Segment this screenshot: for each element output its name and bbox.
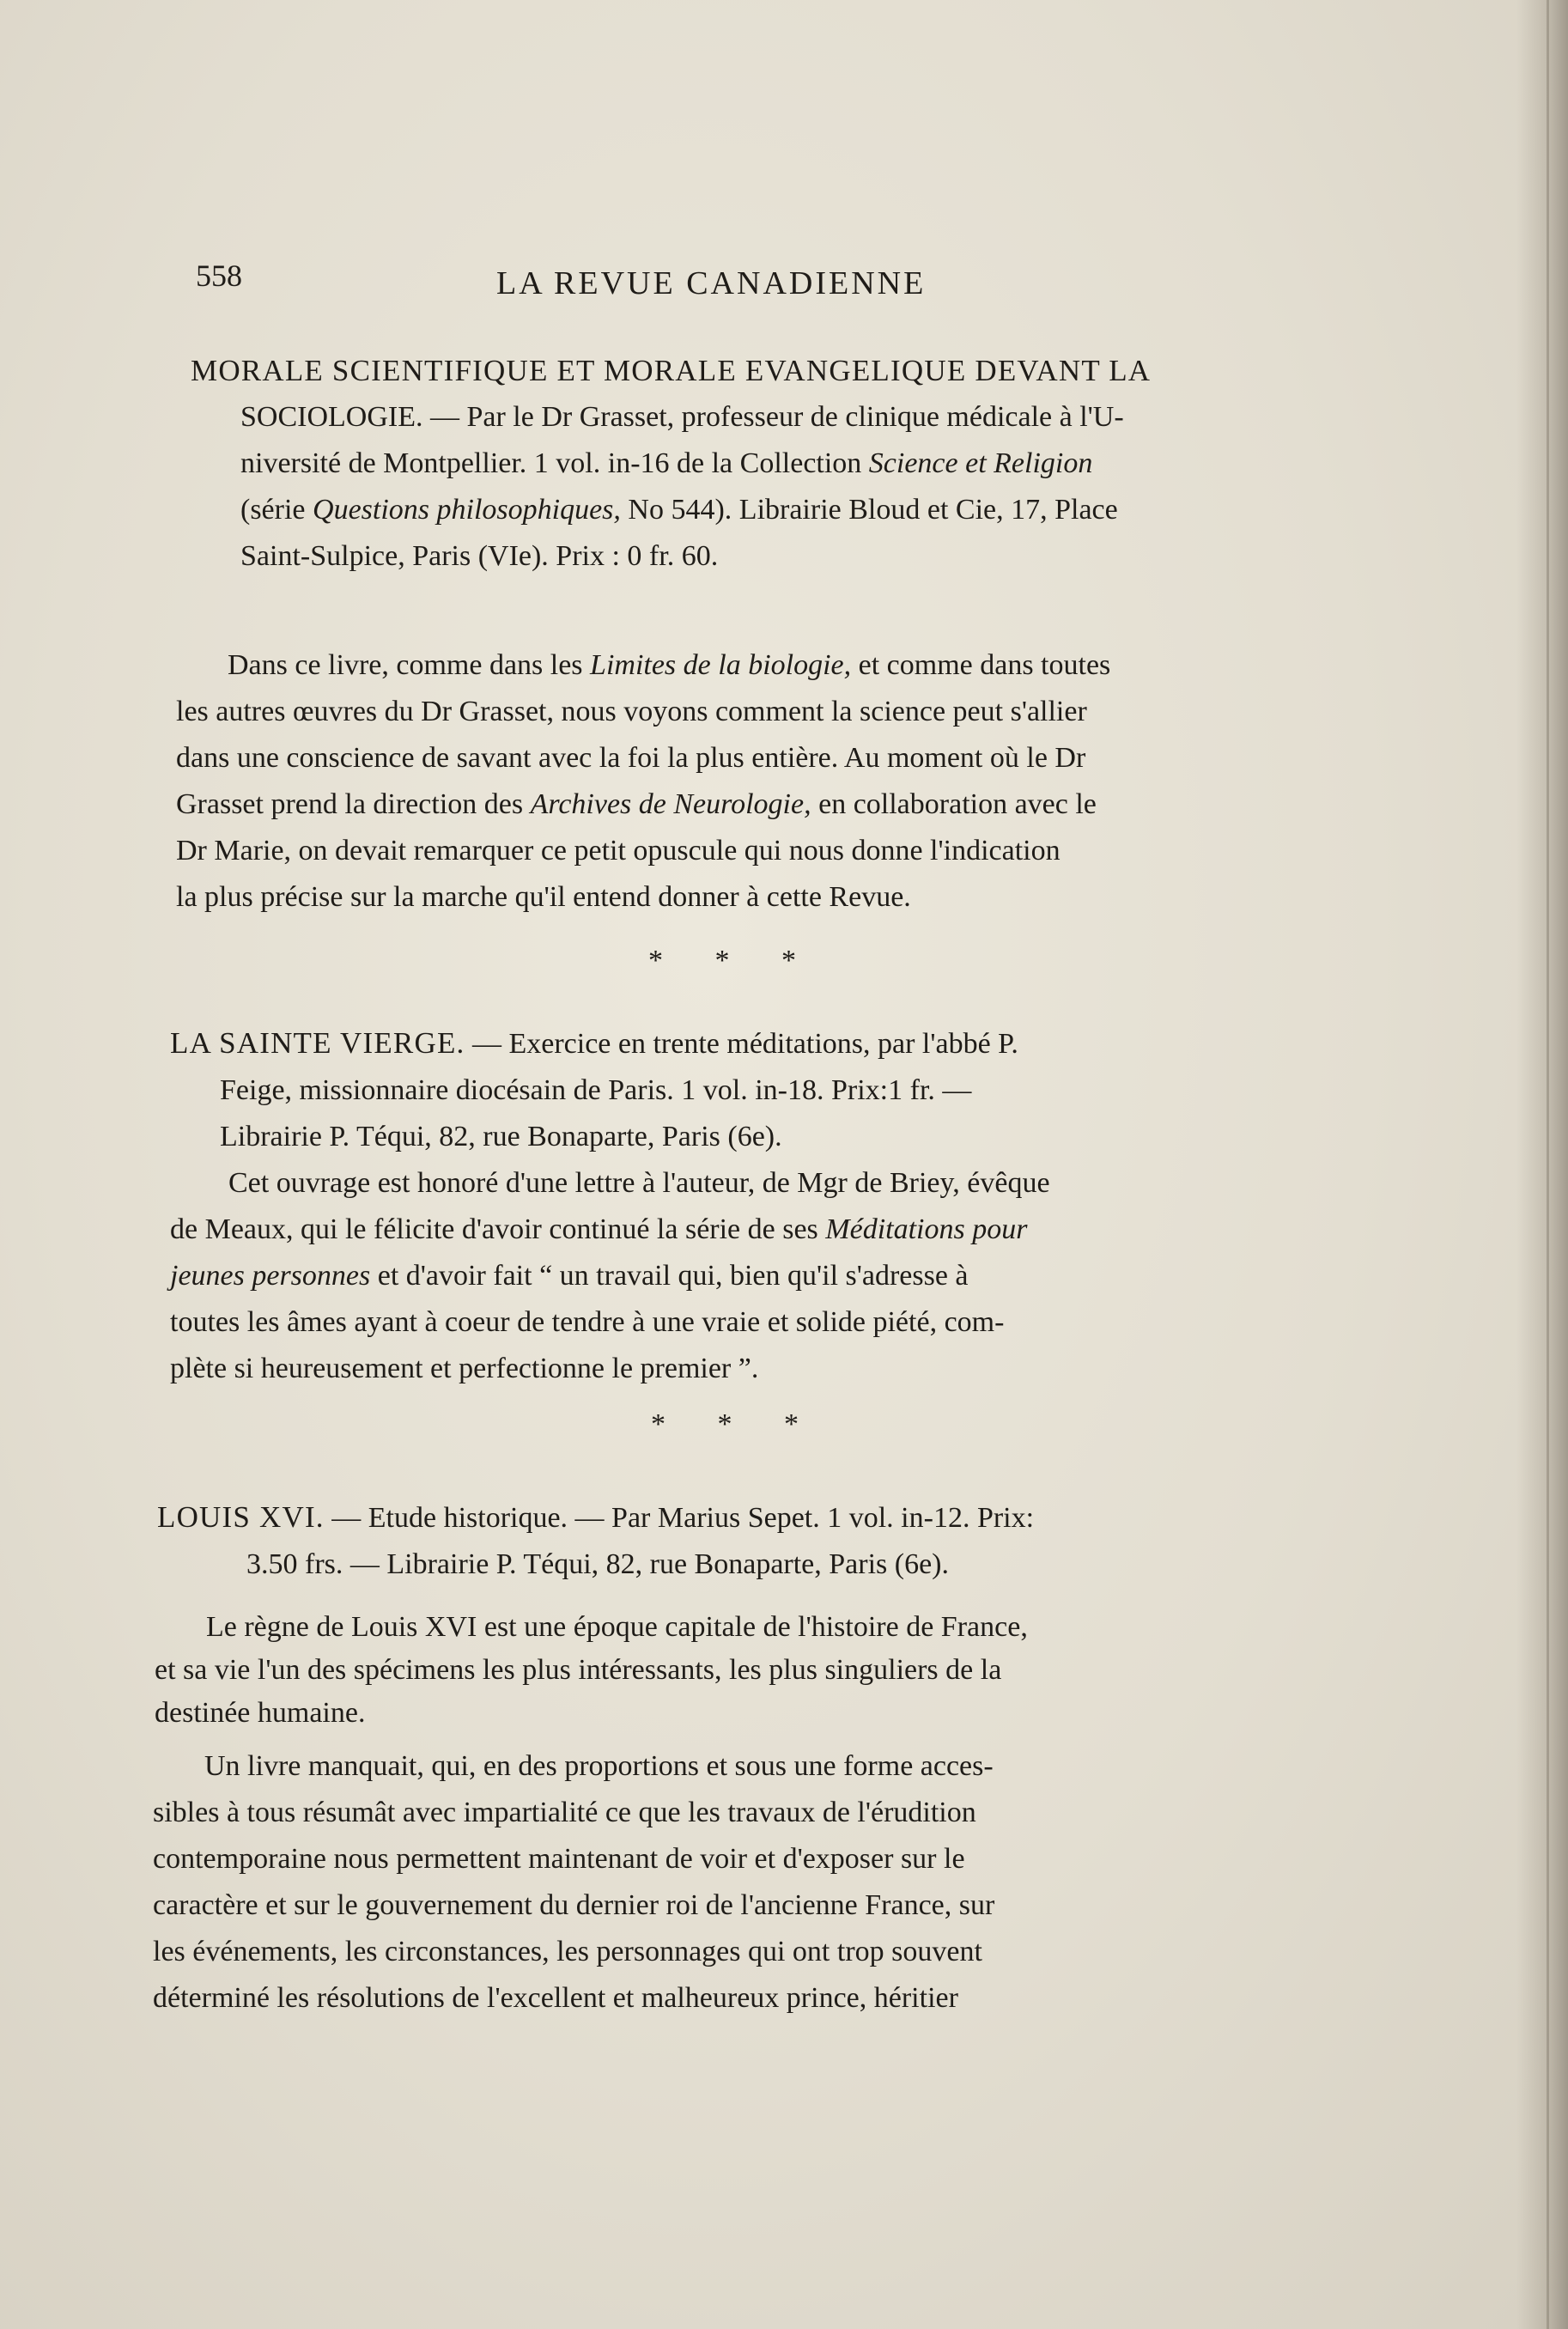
paragraph-line: Cet ouvrage est honoré d'une lettre à l'auteur, de Mgr de Briey, évêque [228, 1167, 1050, 1199]
paragraph-line: les autres œuvres du Dr Grasset, nous voyons comment la science peut s'allier [176, 696, 1087, 727]
citation-line: 3.50 frs. — Librairie P. Téqui, 82, rue Bonaparte, Paris (6e). [246, 1548, 950, 1580]
paragraph-regne [155, 1606, 1219, 1735]
section-separator: * * * [648, 945, 818, 976]
paragraph-line: les événements, les circonstances, les personnages qui ont trop souvent [153, 1936, 982, 1967]
citation-line: Saint-Sulpice, Paris (VIe). Prix : 0 fr. 60. [240, 540, 719, 572]
entry-morale-scientifique [191, 348, 1247, 580]
paragraph-line: jeunes personnes et d'avoir fait “ un travail qui, bien qu'il s'adresse à [170, 1260, 969, 1292]
citation-line: niversité de Montpellier. 1 vol. in-16 de la Collection Science et Religion [240, 447, 1093, 479]
entry-heading-line: LOUIS XVI. — Etude historique. — Par Marius Sepet. 1 vol. in-12. Prix: [157, 1500, 1035, 1534]
journal-title: LA REVUE CANADIENNE [496, 265, 927, 301]
collection-title: Science et Religion [868, 447, 1093, 479]
cited-title: jeunes personnes [170, 1260, 371, 1292]
section-separator: * * * [651, 1408, 821, 1440]
citation-line: SOCIOLOGIE. — Par le Dr Grasset, professeur de clinique médicale à l'U- [240, 401, 1124, 433]
paragraph-line: plète si heureusement et perfectionne le premier ”. [170, 1353, 759, 1384]
paragraph-line: caractère et sur le gouvernement du dernier roi de l'ancienne France, sur [153, 1889, 995, 1921]
paragraph-line: de Meaux, qui le félicite d'avoir continué la série de ses Méditations pour [170, 1213, 1028, 1245]
citation-line: Feige, missionnaire diocésain de Paris. 1 vol. in-18. Prix:1 fr. — [220, 1074, 972, 1106]
cited-title: Méditations pour [825, 1213, 1028, 1245]
entry-title: MORALE SCIENTIFIQUE ET MORALE EVANGELIQUE DEVANT LA [191, 354, 1152, 387]
series-title: Questions philosophiques, [313, 494, 621, 526]
paragraph-line: Dans ce livre, comme dans les Limites de la biologie, et comme dans toutes [228, 649, 1111, 681]
paragraph-line: sibles à tous résumât avec impartialité ce que les travaux de l'érudition [153, 1797, 976, 1828]
page-number: 558 [196, 258, 242, 293]
paragraph-line: Le règne de Louis XVI est une époque capitale de l'histoire de France, [206, 1611, 1028, 1643]
entry-title: LA SAINTE VIERGE. [170, 1026, 465, 1060]
entry-louis-xvi [157, 1494, 1222, 1588]
paragraph-line: la plus précise sur la marche qu'il entend donner à cette Revue. [176, 881, 911, 913]
paragraph-line: destinée humaine. [155, 1697, 366, 1729]
entry-heading-line: LA SAINTE VIERGE. — Exercice en trente méditations, par l'abbé P. [170, 1026, 1018, 1060]
entry-sainte-vierge [170, 1020, 1235, 1392]
paragraph-livre [153, 1743, 1218, 2022]
cited-title: Archives de Neurologie, [530, 788, 811, 820]
paragraph-line: Grasset prend la direction des Archives de Neurologie, en collaboration avec le [176, 788, 1097, 820]
paragraph-line: dans une conscience de savant avec la foi la plus entière. Au moment où le Dr [176, 742, 1086, 774]
paragraph-line: toutes les âmes ayant à coeur de tendre à une vraie et solide piété, com- [170, 1306, 1005, 1338]
entry-title: LOUIS XVI. [157, 1500, 325, 1534]
citation-line: Librairie P. Téqui, 82, rue Bonaparte, Paris (6e). [220, 1121, 782, 1152]
paragraph-line: Un livre manquait, qui, en des proportions et sous une forme acces- [204, 1750, 994, 1782]
paragraph-line: déterminé les résolutions de l'excellent et malheureux prince, héritier [153, 1982, 958, 2014]
citation-line: (série Questions philosophiques, No 544). Librairie Bloud et Cie, 17, Place [240, 494, 1118, 526]
cited-title: Limites de la biologie, [590, 649, 852, 681]
paragraph-line: Dr Marie, on devait remarquer ce petit opuscule qui nous donne l'indication [176, 835, 1061, 867]
page-edge-shadow [1516, 0, 1568, 2329]
running-head [196, 258, 969, 309]
page-edge-line [1547, 0, 1549, 2329]
paragraph-line: contemporaine nous permettent maintenant de voir et d'exposer sur le [153, 1843, 965, 1875]
review-paragraph [176, 642, 1241, 921]
paragraph-line: et sa vie l'un des spécimens les plus intéressants, les plus singuliers de la [155, 1654, 1002, 1686]
